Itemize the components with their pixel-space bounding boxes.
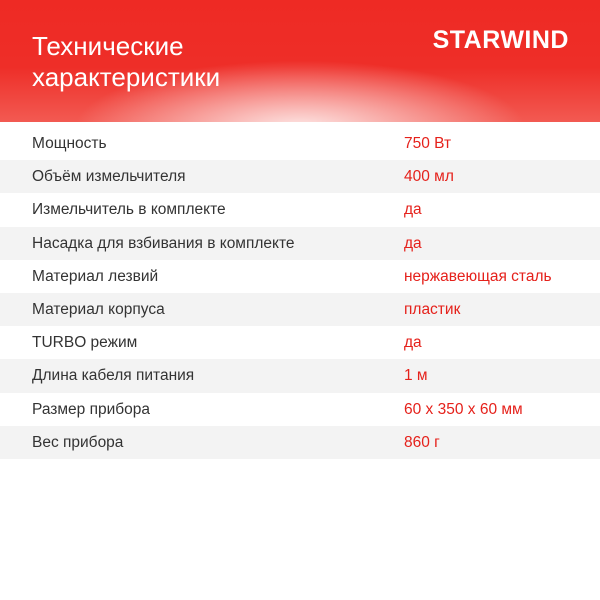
spec-value: да xyxy=(404,201,422,219)
spec-value: да xyxy=(404,334,422,352)
spec-value: 60 x 350 x 60 мм xyxy=(404,400,523,418)
page-title xyxy=(32,31,220,93)
spec-label: Измельчитель в комплекте xyxy=(32,201,226,219)
spec-row-device-size xyxy=(0,393,600,426)
spec-value: пластик xyxy=(404,300,461,318)
spec-value: 750 Вт xyxy=(404,135,452,152)
spec-value: нержавеющая сталь xyxy=(404,267,552,285)
spec-row-body-material xyxy=(0,293,600,326)
brand-logo: STARWIND xyxy=(432,26,569,54)
spec-row-turbo-mode xyxy=(0,326,600,359)
spec-row-blade-material xyxy=(0,260,600,293)
spec-label: Вес прибора xyxy=(32,433,124,451)
spec-row-chopper-included xyxy=(0,193,600,226)
spec-row-whisk-included xyxy=(0,227,600,260)
spec-value: 1 м xyxy=(404,367,428,385)
spec-label: Насадка для взбивания в комплекте xyxy=(32,234,295,252)
spec-label: Объём измельчителя xyxy=(32,168,186,186)
spec-row-power xyxy=(0,127,600,160)
spec-label: Длина кабеля питания xyxy=(32,367,195,385)
spec-value: да xyxy=(404,234,422,252)
page-title-line-2: характеристики xyxy=(32,62,221,92)
spec-label: Размер прибора xyxy=(32,400,150,418)
page-title-line-1: Технические xyxy=(32,31,184,61)
spec-row-chopper-volume xyxy=(0,160,600,193)
spec-value: 400 мл xyxy=(404,168,454,186)
spec-label: Материал лезвий xyxy=(32,267,159,285)
spec-row-cable-length xyxy=(0,359,600,392)
header-banner xyxy=(0,0,600,122)
spec-row-device-weight xyxy=(0,426,600,459)
spec-label: TURBO режим xyxy=(32,334,138,352)
spec-label: Материал корпуса xyxy=(32,300,165,318)
spec-table xyxy=(0,127,600,459)
spec-value: 860 г xyxy=(404,433,440,451)
spec-label: Мощность xyxy=(32,135,107,152)
